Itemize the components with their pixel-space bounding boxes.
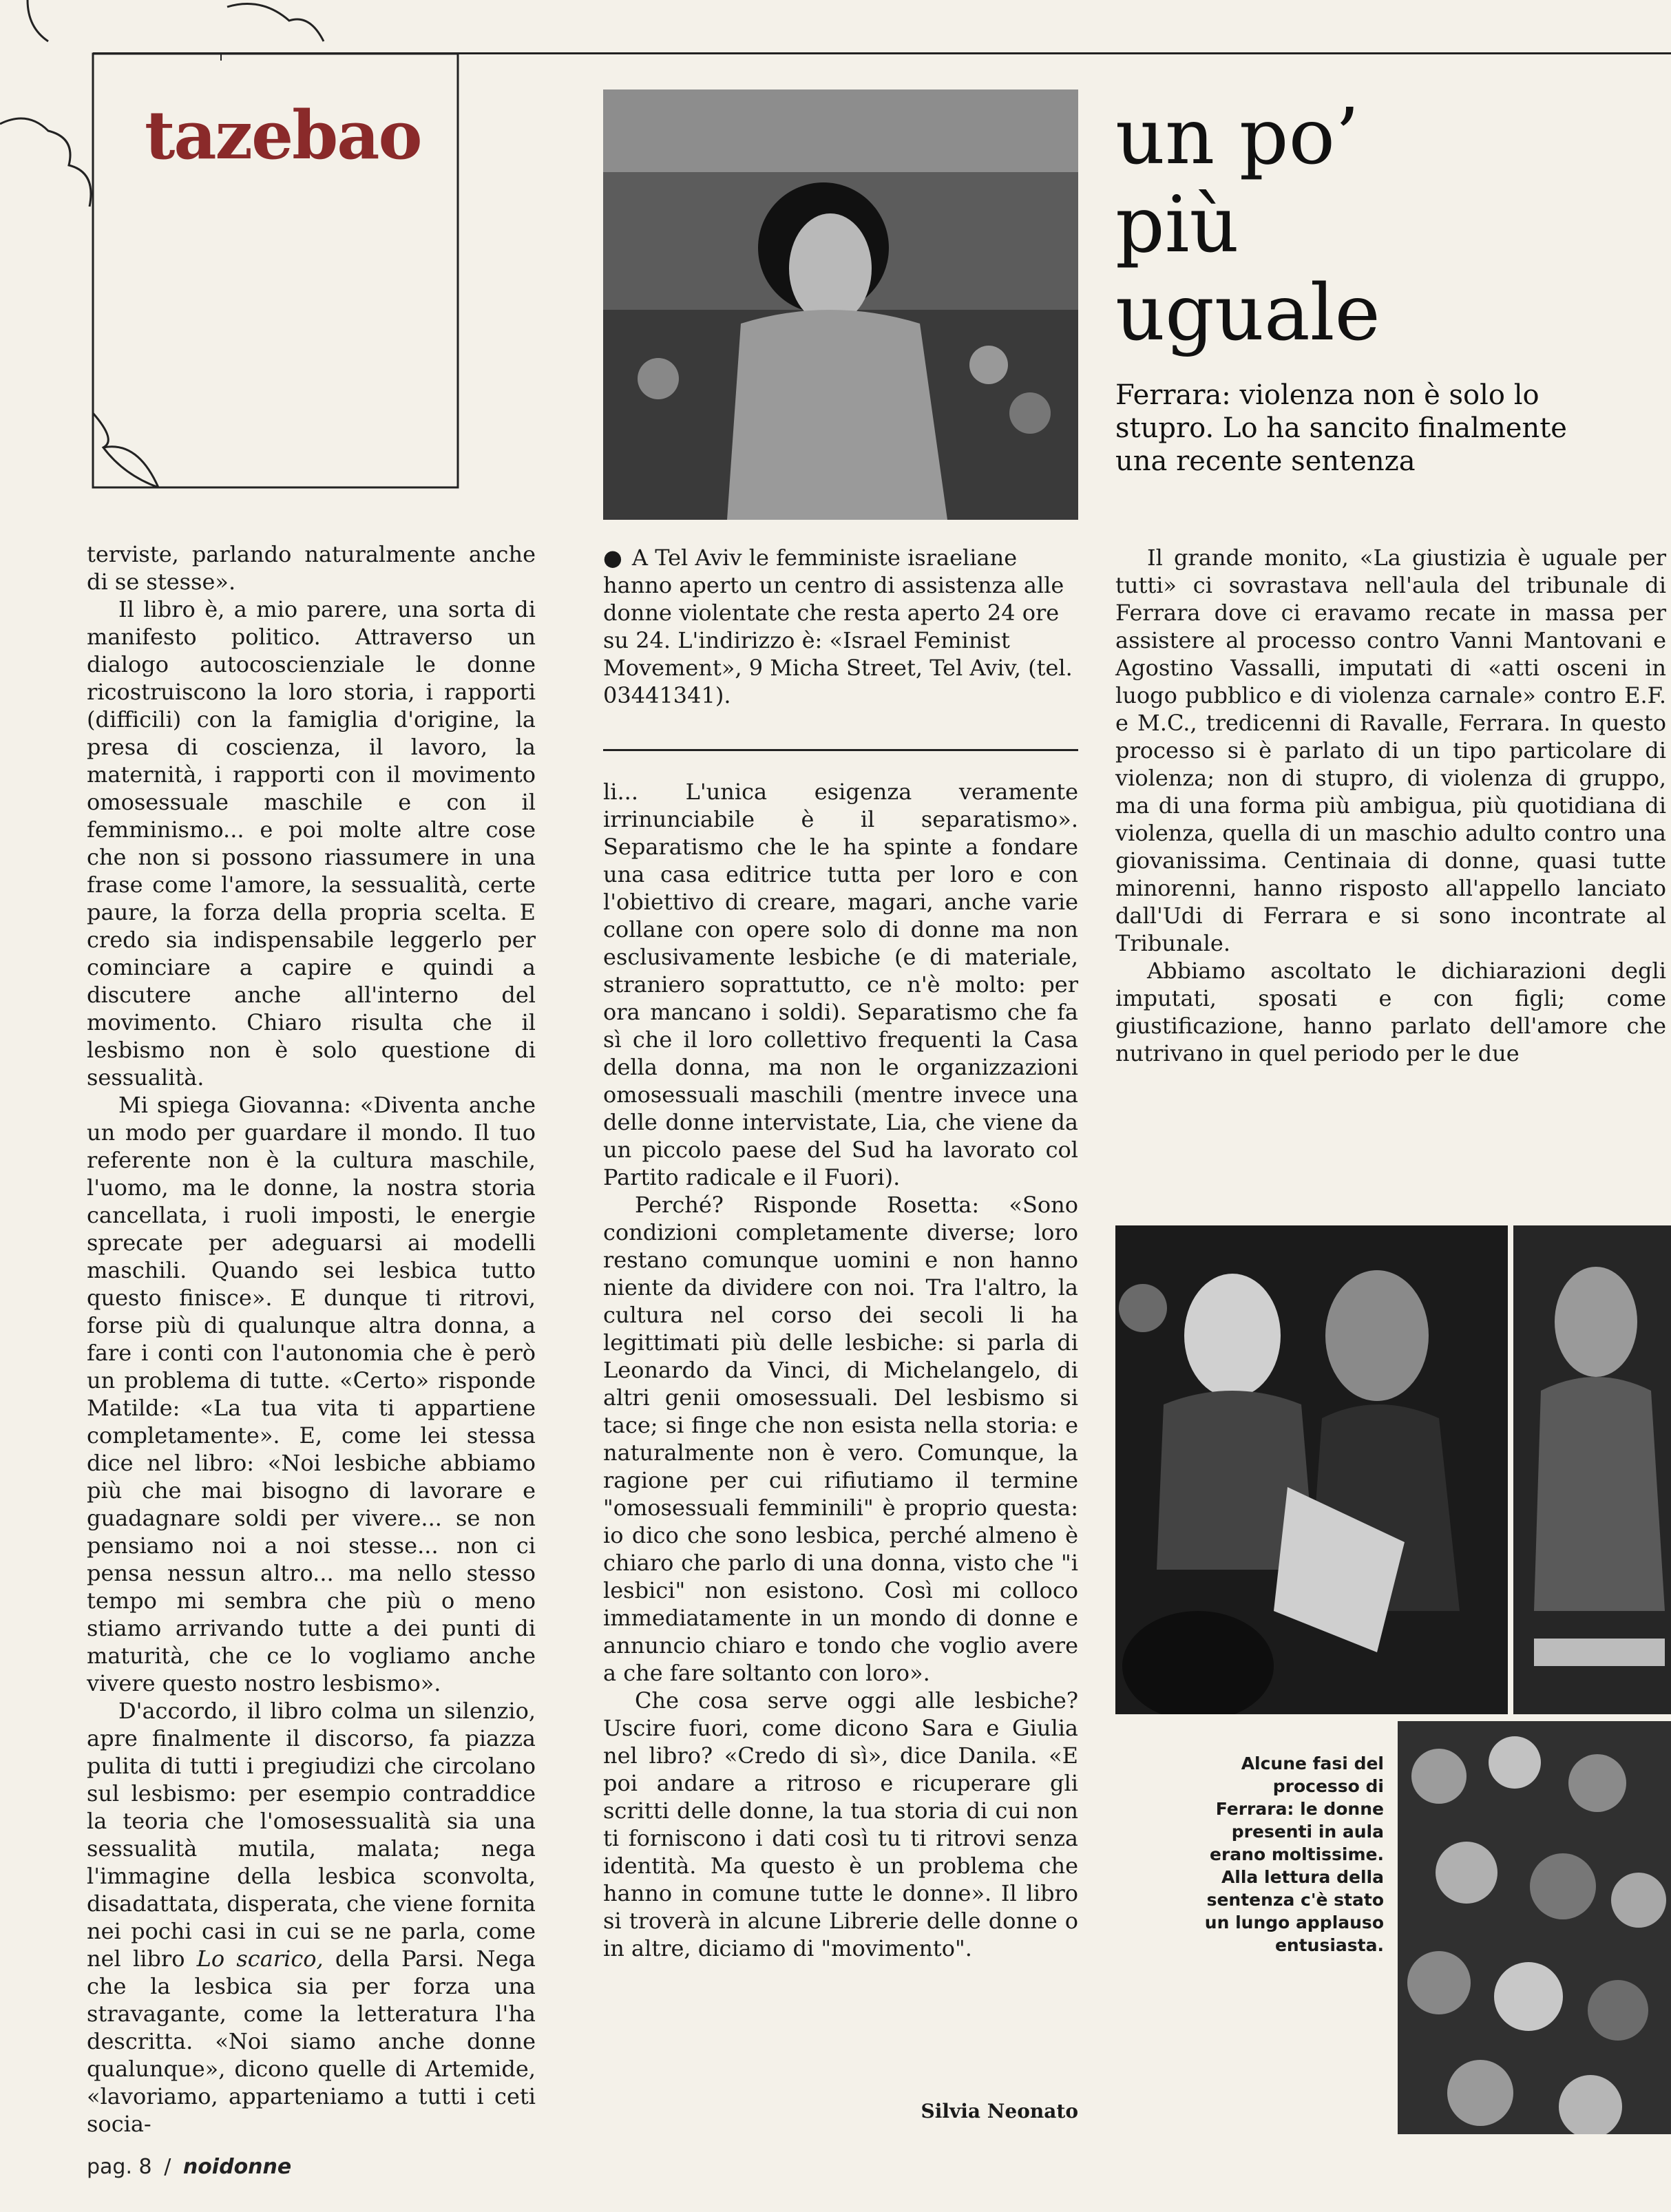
photo-tel-aviv (603, 89, 1078, 520)
col1-paragraph: Mi spiega Giovanna: «Diventa anche un modo per guardare il mondo. Il tuo referente non è la cultura maschile, l'uomo, ma le donne, la nostra storia cancellata, i ruoli imposti, le energie sprecate per adeguarsi ai modelli maschili. Quando sei lesbica tutto questo finisce». E dunque ti ritrovi, forse più di qualunque altra donna, a fare i conti con l'autonomia che è però un problema di tutte. «Certo» risponde Matilde: «La tua vita ti appartiene completamente». E, come lei stessa dice nel libro: «Noi lesbiche abbiamo più che mai bisogno di lavorare e guadagnare soldi per vivere... se non pensiamo noi a noi stesse... non ci pensa nessun altro... ma nello stesso tempo mi sembra che più o meno stiamo arrivando tutte a dei punti di maturità, che ce lo vogliamo anche vivere questo nostro lesbismo». (87, 1092, 536, 1696)
notice-divider (603, 749, 1078, 751)
notice-text: A Tel Aviv le femministe israeliane hanno aperto un centro di assistenza alle donne violentate che resta aperto 24 ore su 24. L'indirizzo è: «Israel Feminist Movement», 9 Micha Street, Tel Aviv, (tel. 03441341). (603, 545, 1073, 708)
headline-line-1: un po’ (1115, 92, 1360, 182)
col2-paragraph: Che cosa serve oggi alle lesbiche? Uscire fuori, come dicono Sara e Giulia nel libro? «Credo di sì», dice Danila. «E poi andare a ritroso e ricuperare gli scritti delle donne, la tua storia di cui non ti forniscono i dati così tu ti ritrovi senza identità. Ma questo è un problema che hanno in comune tutte le donne». Il libro si troverà in alcune Librerie delle donne o in altre, diciamo di "movimento". (603, 1687, 1078, 1961)
byline: Silvia Neonato (921, 2100, 1078, 2123)
col1-paragraph-text: della Parsi. Nega che la lesbica sia per forza una stravagante, come la letteratura l'ha descritta. «Noi siamo anche donne qualunque», dicono quelle di Artemide, «lavoriamo, apparteniamo a tutti i ceti socia- (87, 1946, 536, 2137)
column-3 (1115, 544, 1666, 1067)
headline (1115, 93, 1380, 357)
headline-line-2: più (1115, 180, 1239, 270)
col2-paragraph: Perché? Risponde Rosetta: «Sono condizioni completamente diverse; loro restano comunque uomini e non hanno niente da dividere con noi. Tra l'altro, la cultura nel corso dei secoli li ha legittimati più delle lesbiche: si parla di Leonardo da Vinci, di Michelangelo, di altri genii omosessuali. Del lesbismo si tace; si finge che non esista nella storia: e naturalmente non è vero. Comunque, la ragione per cui rifiutiamo il termine "omosessuali femminili" è proprio questa: io dico che sono lesbica, perché almeno è chiaro che parlo di una donna, visto che "i lesbici" non esistono. Così mi colloco immediatamente in un mondo di donne e annuncio chiaro e tondo che voglio avere a che fare soltanto con loro». (603, 1192, 1078, 1686)
col2-paragraph: li... L'unica esigenza veramente irrinunciabile è il separatismo». Separatismo che le ha spinte a fondare una casa editrice tutta per loro e con l'obiettivo di creare, magari, anche varie collane con opere solo di donne ma non esclusivamente lesbiche (e di materiale, straniero soprattutto, ce n'è molto: per ora mancano i soldi). Separatismo che fa sì che il loro collettivo frequenti la Casa della donna, ma non le organizzazioni omosessuali maschili (mentre invece una delle donne intervistate, Lia, che viene da un piccolo paese del Sud ha lavorato col Partito radicale e il Fuori). (603, 779, 1078, 1190)
page-footer (87, 2155, 291, 2179)
magazine-name: noidonne (182, 2155, 292, 2179)
tel-aviv-notice (603, 544, 1078, 709)
column-1 (87, 540, 536, 2138)
scroll-frame-decoration (0, 0, 475, 496)
col3-paragraph: Abbiamo ascoltato le dichiarazioni degli imputati, sposati e con figli; come giustificazione, hanno parlato dell'amore che nutrivano in quel periodo per le due (1115, 958, 1666, 1066)
section-logo: tazebao (145, 96, 421, 174)
footer-separator: / (164, 2155, 171, 2179)
column-2 (603, 778, 1078, 1962)
photo-courtroom-1 (1115, 1225, 1508, 1714)
col1-paragraph: terviste, parlando naturalmente anche di se stesse». (87, 541, 536, 595)
headline-line-3: uguale (1115, 268, 1380, 358)
photo-caption: Alcune fasi del processo di Ferrara: le donne presenti in aula erano moltissime. Alla lettura della sentenza c'è stato un lungo applauso entusiasta. (1204, 1753, 1384, 1955)
book-title: Lo scarico, (196, 1946, 324, 1972)
col1-paragraph-text: D'accordo, il libro colma un silenzio, apre finalmente il discorso, fa piazza pulita di tutti i pregiudizi che circolano sul lesbismo: per esempio contraddice la teoria che l'omosessualità sia una sessualità mutila, malata; nega l'immagine della lesbica sconvolta, disadattata, disperata, che viene fornita nei pochi casi in cui se ne parla, come nel libro (87, 1698, 536, 1972)
notice-bullet: ● (603, 545, 622, 571)
photo-crowd (1398, 1721, 1671, 2134)
subtitle: Ferrara: violenza non è solo lo stupro. Lo ha sancito finalmente una recente sentenza (1115, 379, 1567, 477)
photo-courtroom-2 (1513, 1225, 1671, 1714)
col1-paragraph: Il libro è, a mio parere, una sorta di manifesto politico. Attraverso un dialogo autocoscienziale le donne ricostruiscono la loro storia, i rapporti (difficili) con la famiglia d'origine, la presa di coscienza, il lavoro, la maternità, i rapporti con il movimento omosessuale maschile e con il femminismo... e poi molte altre cose che non si possono riassumere in una frase come l'amore, la sessualità, certe paure, la forza della propria scelta. E credo sia indispensabile leggerlo per cominciare a capire e quindi a discutere anche all'interno del movimento. Chiaro risulta che il lesbismo non è solo questione di sessualità. (87, 596, 536, 1091)
col3-paragraph: Il grande monito, «La giustizia è uguale per tutti» ci sovrastava nell'aula del tribunale di Ferrara dove ci eravamo recate in massa per assistere al processo contro Vanni Mantovani e Agostino Vassalli, imputati di «atti osceni in luogo pubblico e di violenza carnale» contro E.F. e M.C., tredicenni di Ravalle, Ferrara. In questo processo si è parlato di un tipo particolare di violenza; non di stupro, di violenza di gruppo, ma di una forma più ambigua, più quotidiana di violenza, quella di un maschio adulto contro una giovanissima. Centinaia di donne, quasi tutte minorenni, hanno risposto all'appello lanciato dall'Udi di Ferrara e si sono incontrate al Tribunale. (1115, 545, 1666, 956)
top-rule (93, 52, 1671, 54)
page-number: pag. 8 (87, 2155, 152, 2179)
col1-paragraph (87, 1697, 536, 2138)
